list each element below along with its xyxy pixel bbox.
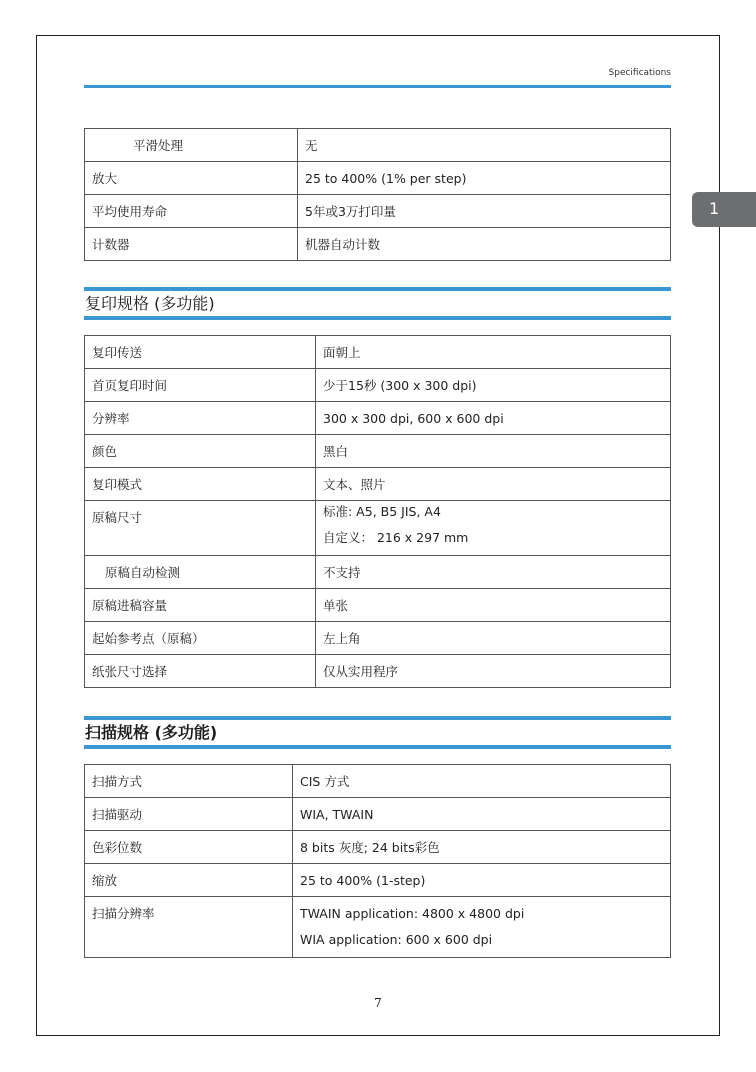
- row-label: 原稿自动检测: [85, 556, 316, 589]
- row-label: 平滑处理: [85, 129, 298, 162]
- row-value: 仅从实用程序: [316, 655, 671, 688]
- row-value: 黑白: [316, 435, 671, 468]
- table-row: [85, 655, 671, 688]
- table-row: [85, 897, 671, 958]
- row-label: 扫描驱动: [85, 798, 293, 831]
- row-value: WIA, TWAIN: [293, 798, 671, 831]
- row-value: 5年或3万打印量: [298, 195, 671, 228]
- copy-spec-table: [84, 335, 671, 688]
- table-row: [85, 468, 671, 501]
- table-row: [85, 162, 671, 195]
- spec-table-top: [84, 128, 671, 261]
- row-label-text: 原稿尺寸: [92, 510, 143, 525]
- row-value: [293, 897, 671, 958]
- row-label: [85, 897, 293, 958]
- row-value: 无: [298, 129, 671, 162]
- row-value: [316, 501, 671, 556]
- chapter-number: 1: [709, 199, 720, 218]
- row-value: 不支持: [316, 556, 671, 589]
- table-row: [85, 369, 671, 402]
- row-label: 计数器: [85, 228, 298, 261]
- copy-section-title: 复印规格 (多功能): [84, 287, 671, 320]
- table-row: [85, 765, 671, 798]
- row-value: 机器自动计数: [298, 228, 671, 261]
- scan-spec-table: [84, 764, 671, 958]
- table-row: [85, 501, 671, 556]
- row-label-text: 扫描分辨率: [92, 906, 155, 921]
- row-label: 色彩位数: [85, 831, 293, 864]
- header-rule: [84, 85, 671, 88]
- row-label: 复印传送: [85, 336, 316, 369]
- row-label: 起始参考点（原稿）: [85, 622, 316, 655]
- table-row: [85, 589, 671, 622]
- scan-section-title: 扫描规格 (多功能): [84, 716, 671, 749]
- page-number: 7: [374, 996, 382, 1010]
- row-value: CIS 方式: [293, 765, 671, 798]
- row-label: 首页复印时间: [85, 369, 316, 402]
- row-label: 放大: [85, 162, 298, 195]
- running-header: Specifications: [608, 68, 671, 78]
- table-row: [85, 195, 671, 228]
- row-value: 文本、照片: [316, 468, 671, 501]
- chapter-tab: [692, 192, 756, 227]
- table-row: [85, 336, 671, 369]
- table-row: [85, 556, 671, 589]
- row-label: 分辨率: [85, 402, 316, 435]
- row-value: 左上角: [316, 622, 671, 655]
- row-value: 300 x 300 dpi, 600 x 600 dpi: [316, 402, 671, 435]
- row-value: 8 bits 灰度; 24 bits彩色: [293, 831, 671, 864]
- row-label: 复印模式: [85, 468, 316, 501]
- row-value: 单张: [316, 589, 671, 622]
- row-label: 扫描方式: [85, 765, 293, 798]
- table-row: [85, 435, 671, 468]
- row-value: 面朝上: [316, 336, 671, 369]
- row-value-line1: 标准: A5, B5 JIS, A4: [323, 504, 441, 519]
- row-label: 颜色: [85, 435, 316, 468]
- table-row: [85, 798, 671, 831]
- table-row: [85, 129, 671, 162]
- row-label: 纸张尺寸选择: [85, 655, 316, 688]
- row-label: 平均使用寿命: [85, 195, 298, 228]
- row-value: 少于15秒 (300 x 300 dpi): [316, 369, 671, 402]
- row-label: 原稿进稿容量: [85, 589, 316, 622]
- table-row: [85, 228, 671, 261]
- row-label: 缩放: [85, 864, 293, 897]
- table-row: [85, 402, 671, 435]
- table-row: [85, 831, 671, 864]
- row-label: [85, 501, 316, 556]
- row-value-line2: 自定义： 216 x 297 mm: [323, 530, 469, 545]
- table-row: [85, 622, 671, 655]
- row-value-line1: TWAIN application: 4800 x 4800 dpi: [300, 906, 525, 921]
- row-value-line2: WIA application: 600 x 600 dpi: [300, 932, 493, 947]
- row-value: 25 to 400% (1% per step): [298, 162, 671, 195]
- table-row: [85, 864, 671, 897]
- row-value: 25 to 400% (1-step): [293, 864, 671, 897]
